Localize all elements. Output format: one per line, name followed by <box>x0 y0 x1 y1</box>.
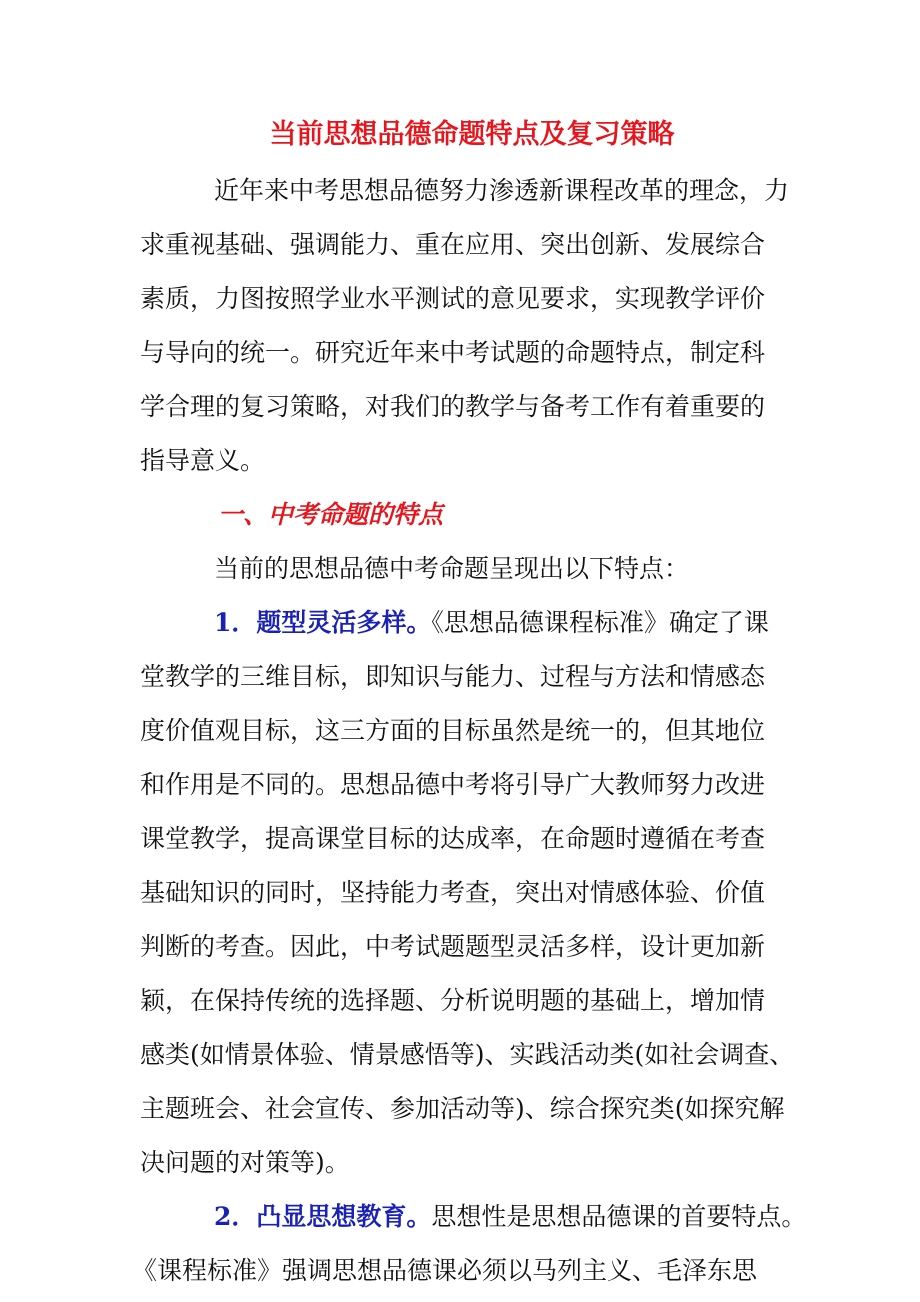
section-heading: 一、中考命题的特点 <box>218 500 444 529</box>
point1-first-line <box>140 596 800 650</box>
intro-line: 近年来中考思想品德努力渗透新课程改革的理念，力 <box>214 176 790 205</box>
point1-line: 度价值观目标，这三方面的目标虽然是统一的，但其地位 <box>140 716 766 745</box>
point1-line: 和作用是不同的。思想品德中考将引导广大教师努力改进 <box>140 770 766 799</box>
intro-line: 指导意义。 <box>140 446 266 475</box>
point2-title: 2．凸显思想教育。 <box>214 1202 432 1231</box>
section-lead: 当前的思想品德中考命题呈现出以下特点： <box>214 554 690 583</box>
point1-title: 1．题型灵活多样。 <box>214 608 432 637</box>
point2-first-line <box>140 1190 807 1244</box>
point1-line: 颖，在保持传统的选择题、分析说明题的基础上，增加情 <box>140 986 766 1015</box>
point1-text: 《思想品德课程标准》确定了课 <box>431 608 769 637</box>
point2-paragraph <box>132 1190 807 1298</box>
point1-line: 基础知识的同时，坚持能力考查，突出对情感体验、价值 <box>140 878 766 907</box>
point1-line: 感类(如情景体验、情景感悟等)、实践活动类(如社会调查、 <box>140 1040 795 1069</box>
point2-text: 思想性是思想品德课的首要特点。 <box>431 1202 807 1231</box>
point2-line: 《课程标准》强调思想品德课必须以马列主义、毛泽东思 <box>132 1256 758 1285</box>
point1-line: 决问题的对策等)。 <box>140 1148 350 1177</box>
document-page <box>132 112 807 1298</box>
point1-line: 主题班会、社会宣传、参加活动等)、综合探究类(如探究解 <box>140 1094 785 1123</box>
intro-line: 与导向的统一。研究近年来中考试题的命题特点，制定科 <box>140 338 766 367</box>
section1 <box>140 488 800 596</box>
document-title: 当前思想品德命题特点及复习策略 <box>269 119 675 150</box>
point1-paragraph <box>140 596 800 1190</box>
intro-paragraph <box>140 164 800 488</box>
intro-line: 求重视基础、强调能力、重在应用、突出创新、发展综合 <box>140 230 766 259</box>
intro-line: 素质，力图按照学业水平测试的意见要求，实现教学评价 <box>140 284 766 313</box>
point1-line: 判断的考查。因此，中考试题题型灵活多样，设计更加新 <box>140 932 766 961</box>
point1-line: 课堂教学，提高课堂目标的达成率，在命题时遵循在考查 <box>140 824 766 853</box>
point1-line: 堂教学的三维目标，即知识与能力、过程与方法和情感态 <box>140 662 766 691</box>
intro-line: 学合理的复习策略，对我们的教学与备考工作有着重要的 <box>140 392 766 421</box>
